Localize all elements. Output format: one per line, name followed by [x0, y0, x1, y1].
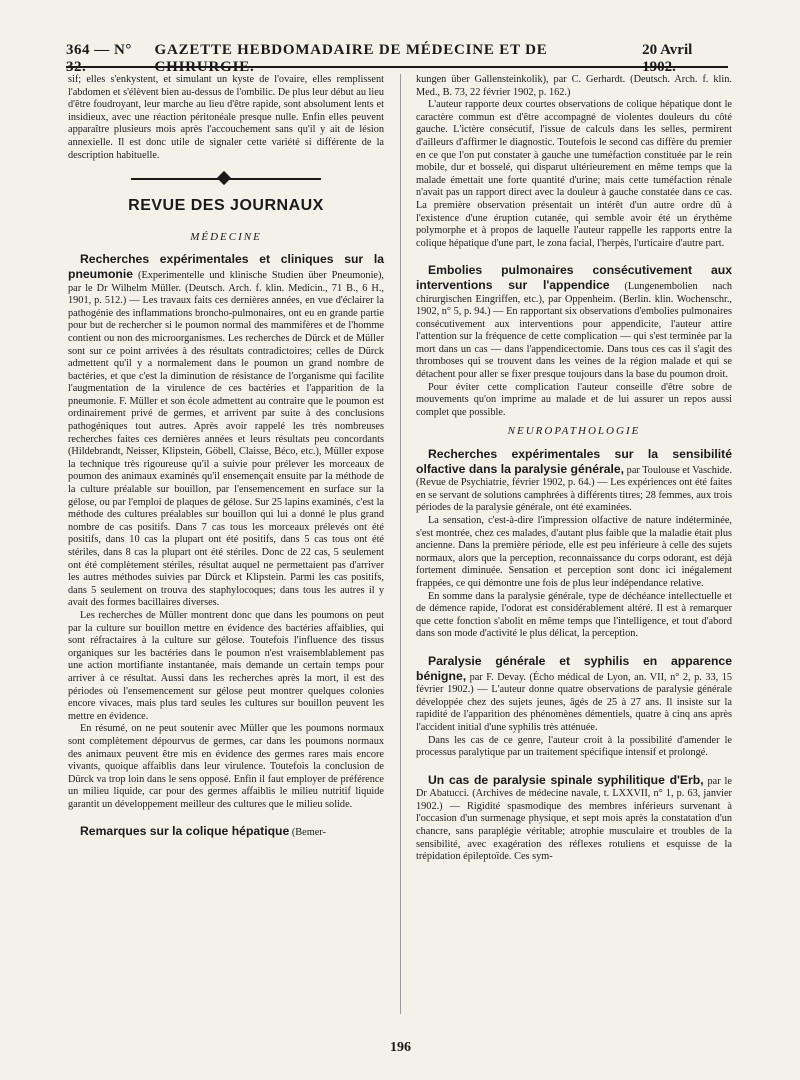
article-body: par le Dr Abatucci. (Archives de médecine navale, t. LXXVII, n° 1, p. 63, janvier 1902.) — Rigidité spasmodique des membres inférieurs survenant à l'occasion d'un surmenage physique, et sept mois après la constatation d'un chancre, sans paraplégie véritable; atrophie musculaire et troubles de la sensibilité, avec exagération des réflexes rotuliens et esquisse de la trépidation épileptoïde. Ces sym-	[416, 775, 732, 863]
article-paragraph: En somme dans la paralysie générale, type de déchéance intellectuelle et de démence rapide, l'odorat est considérablement altéré. Il est à remarquer que cette fonction s'abolit en même temps que l'intelligence, et tout d'abord dans son mode d'activité le plus délicat, la perception.	[416, 590, 732, 640]
article-paralysie-syphilis	[416, 655, 732, 760]
article-paragraph: Les recherches de Müller montrent donc que dans les poumons on peut par la culture sur bouillon mettre en évidence des bactéries affaiblies, qui sont réfractaires à la culture sur gélose. Toutefois l'influence des tissus organiques sur les bactéries dans le poumon n'est vraisemblablement pas une action mortifiante instantanée, mais demande un certain temps pour arriver à ce résultat. Aussi dans les recherches après la mort, il est des périodes où l'ensemencement sur gélose peut montrer quelques colonies encore vivaces, mais plus tard seules les cultures sur bouillon peuvent les mettre en évidence.	[68, 609, 384, 722]
right-column	[416, 74, 732, 870]
page-number: 364 — N° 32.	[66, 42, 132, 75]
column-divider	[400, 74, 401, 1014]
subsection-neuropathologie: NEUROPATHOLOGIE	[507, 425, 641, 438]
article-colique-cont	[416, 74, 732, 250]
journal-title: GAZETTE HEBDOMADAIRE DE MÉDECINE ET DE CHIRURGIE.	[154, 42, 548, 75]
article-paragraph: La sensation, c'est-à-dire l'impression olfactive de nature indéterminée, s'est montrée, chez ces malades, d'autant plus faible que la maladie était plus ancienne. Dans la première période, elle est peu inférieure à celle des sujets normaux, alors que la perception, reconnaissance du corps odorant, est déjà fortement diminuée. Sensation et perception sont donc ici inégalement frappées, ce qui démontre une fois de plus leur indépendance relative.	[416, 515, 732, 589]
article-title: Paralysie générale et syphilis en apparence bénigne,	[416, 653, 732, 683]
article-colique	[68, 825, 384, 840]
article-body: (Bemer-	[291, 827, 326, 839]
subsection-medecine: MÉDECINE	[190, 230, 262, 243]
article-paragraph: Pour éviter cette complication l'auteur conseille d'être sobre de mouvements qu'on imprime au malade et de lui assurer un repos aussi complet que possible.	[416, 381, 732, 418]
section-ornament	[131, 172, 321, 186]
article-paragraph: En résumé, on ne peut soutenir avec Müller que les poumons normaux sont complètement dépourvus de germes, car dans les poumons normaux des animaux peuvent être mis en évidence des germes rares mais encore vivants, quoique affaiblis dans leur virulence. Toutefois la conclusion de Dürck va trop loin dans le sens opposé. Enfin il faut employer de préférence un milieu liquide, car pour des germes affaiblis le milieu nutritif liquide garantit un développement meilleur des cultures que le milieu solide.	[68, 723, 384, 810]
article-pneumonie	[68, 253, 384, 811]
article-paragraph: L'auteur rapporte deux courtes observations de colique hépatique dont le caractère commun est d'être accompagné de violentes douleurs du côté gauche. L'ictère consécutif, l'issue de calculs dans les selles, permirent d'ailleurs d'affirmer le diagnostic. Toutefois le second cas diffère du premier en ce que l'on put constater à gauche une tuméfaction constituée par le rein mobile, dur et bosselé, qui disparut ultérieurement en même temps que la malade émettait une forte quantité d'urine; mais cette tuméfaction rénale n'avait pas un rapport direct avec la douleur à gauche constatée dans ce cas. La première observation présentait un intérêt d'un autre ordre dû à l'existence d'une éruption cutanée, qui semble avoir été un érythème polymorphe et à propos de laquelle l'auteur rappelle les rapports entre la colique hépatique d'une part, le zona facial, l'herpès, l'urticaire d'autre part.	[416, 99, 732, 249]
article-title: Recherches expérimentales et cliniques sur la pneumonie	[68, 252, 384, 281]
section-title: REVUE DES JOURNAUX	[128, 197, 324, 215]
article-embolies	[416, 264, 732, 419]
article-olfactive	[416, 448, 732, 641]
article-body: kungen über Gallensteinkolik), par C. Gerhardt. (Deutsch. Arch. f. klin. Med., B. 73, 22 février 1902, p. 162.)	[416, 74, 732, 98]
article-body: par F. Devay. (Écho médical de Lyon, an. VII, n° 2, p. 33, 15 février 1902.) — L'auteur donne quatre observations de paralysie générale développée chez des sujets jeunes, âgés de 25 à 27 ans. Il insiste sur la rapidité de l'apparition des phénomènes démentiels, quatre à cinq ans après l'accident initial d'une syphilis très atténuée.	[416, 671, 732, 733]
intro-paragraph: sif; elles s'enkystent, et simulant un kyste de l'ovaire, elles remplissent l'abdomen et s'élèvent bien au-dessus de l'ombilic. De plus leur début au lieu d'être foudroyant, leur marche au lieu d'être rapide, sont absolument lents et insidieux, avec une réaction péritonéale presque nulle. Enfin elles peuvent apparaître plusieurs mois après l'accouchement sans qu'il y ait de lésion annexielle. Il est donc utile de signaler cette variété si différente de la description habituelle.	[68, 74, 384, 161]
article-title: Recherches expérimentales sur la sensibilité olfactive dans la paralysie générale,	[416, 447, 732, 476]
article-body: (Experimentelle und klinische Studien über Pneumonie), par le Dr Wilhelm Müller. (Deutsch. Arch. f. klin. Medicin., 71 B., 6 H., 1901, p. 512.) — Les travaux faits ces dernières années, en vue d'éclairer la pathogénie des inflammations broncho-pulmonaires, ont eu en grande partie pour but de rechercher si le poumon normal des mammifères et de l'homme contient ou non des microorganismes. Les recherches de Dürck et de Müller sont sur ce point arrivées à des résultats contradictoires; celles de Dürck admettent qu'il y a normalement dans le poumon un grand nombre de bactéries, et que c'est la diminution de résistance de l'organisme qui facilite l'augmentation de la virulence de ces bactéries et l'apparition de la pneumonie. F. Müller et son école admettent au contraire que le poumon est ordinairement privé de germes, et arrivent par suite à des conclusions pathogéniques tout autres. Après avoir rappelé les très nombreuses recherches faites ces dernières années et leurs résultats peu concordants (Hildebrandt, Neisser, Klipstein, Göbell, Claisse, Béco, etc.), Müller expose la technique très rigoureuse qu'il a suivie pour prélever les morceaux de poumon des animaux examinés qu'il ensemençait ensuite par la méthode de la culture préalable sur bouillon, par l'ensemencement en surface sur la gélose, ou par l'emploi de plaques de gélose. Sur 25 lapins examinés, c'est la méthode des cultures préalables sur bouillon qui lui a donné le plus grand nombre de cas positifs. Dans 7 cas tous les morceaux prélevés ont été positifs, dans 10 cas la plupart ont été positifs, dans 5 cas tous ont été stériles, dans 8 cas la plupart ont été stériles. Donc de 22 cas, 5 seulement ont été complètement stériles, résultat auquel ne permettaient pas d'arriver les autres méthodes suivies par Dürck et Klipstein. Parmi les cas positifs, dans 5 seulement on trouva des staphylocoques; dans tous les autres il y avait des formes bacillaires diverses.	[68, 269, 384, 609]
running-header	[66, 42, 728, 75]
article-body: (Lungenembolien nach chirurgischen Eingriffen, etc.), par Oppenheim. (Berlin. klin. Wochenschr., 1902, n° 5, p. 94.) — En rapportant six observations d'embolies pulmonaires consécutivement aux interventions pour appendicite, l'auteur attire l'attention sur la fréquence de cette complication — qui s'est terminée par la mort dans un cas — dans l'appendicectomie. Dans tous ces cas il s'agit des thromboses qui se trouvent dans les veines de la région malade et qui se détachent pour aller se fixer presque toujours dans la base du poumon droit.	[416, 280, 732, 381]
article-title: Embolies pulmonaires consécutivement aux interventions sur l'appendice	[416, 263, 732, 292]
left-column	[68, 74, 384, 846]
article-body: par Toulouse et Vaschide. (Revue de Psychiatrie, février 1902, p. 64.) — Les expériences ont été faites en se servant de solutions camphrées à différents titres; 28 femmes, aux trois périodes de la paralysie générale, ont été examinées.	[416, 464, 733, 514]
article-paragraph: Dans les cas de ce genre, l'auteur croit à la possibilité d'amender le processus paralytique par un traitement spécifique intensif et prolongé.	[416, 734, 732, 759]
article-title: Un cas de paralysie spinale syphilitique d'Erb,	[428, 772, 704, 787]
article-erb	[416, 774, 732, 864]
folio-number: 196	[390, 1040, 411, 1055]
issue-date: 20 Avril 1902.	[642, 42, 693, 75]
article-title: Remarques sur la colique hépatique	[80, 824, 290, 839]
